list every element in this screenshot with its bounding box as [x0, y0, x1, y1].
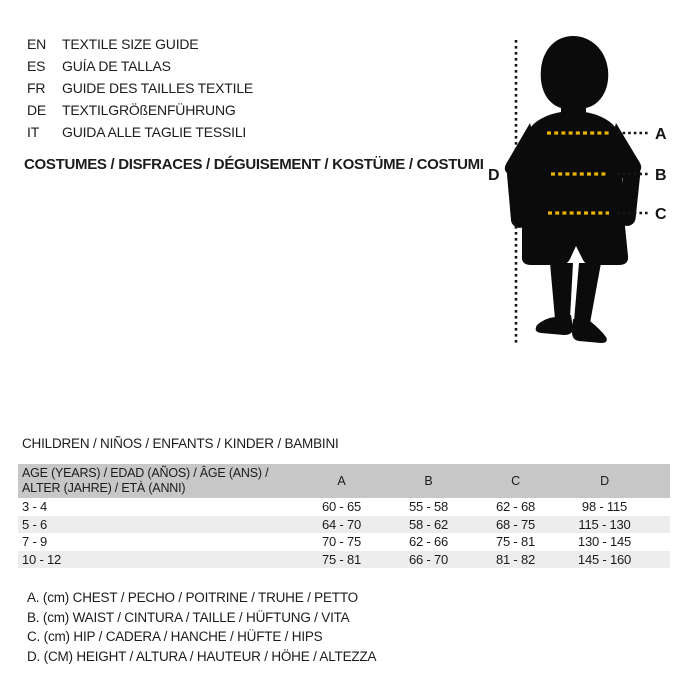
language-label: TEXTILGRÖßENFÜHRUNG	[62, 102, 236, 118]
language-row-it	[27, 121, 253, 143]
language-row-es	[27, 55, 253, 77]
legend-item-chest: A. (cm) CHEST / PECHO / POITRINE / TRUHE / PETTO	[27, 590, 358, 605]
child-silhouette	[505, 36, 641, 343]
table-row	[18, 551, 670, 569]
size-table-header-row	[18, 464, 670, 498]
section-title-children: CHILDREN / NIÑOS / ENFANTS / KINDER / BAMBINI	[22, 436, 339, 451]
language-code: DE	[27, 102, 47, 118]
language-code: ES	[27, 58, 46, 74]
legend-item-waist: B. (cm) WAIST / CINTURA / TAILLE / HÜFTUNG / VITA	[27, 609, 350, 625]
waist-cell: 66 - 70	[408, 551, 449, 567]
legend-item-hip: C. (cm) HIP / CADERA / HANCHE / HÜFTE / HIPS	[27, 629, 323, 644]
waist-cell: 55 - 58	[408, 499, 449, 515]
legend-item-height: D. (CM) HEIGHT / ALTURA / HAUTEUR / HÖHE / ALTEZZA	[27, 648, 377, 664]
column-header-c: C	[472, 464, 559, 498]
table-row	[18, 516, 670, 534]
silhouette-leg-right	[574, 263, 601, 323]
age-header-line2: ALTER (JAHRE) / ETÀ (ANNI)	[22, 481, 186, 495]
height-cell: 130 - 145	[577, 534, 632, 550]
age-cell: 7 - 9	[22, 534, 48, 550]
silhouette-leg-left	[550, 263, 573, 319]
age-cell: 3 - 4	[22, 499, 48, 515]
table-row	[18, 533, 670, 551]
table-row	[18, 498, 670, 516]
measurement-figure	[460, 20, 700, 360]
column-header-a: A	[298, 464, 385, 498]
silhouette-shorts	[522, 216, 628, 265]
language-code: FR	[27, 80, 46, 96]
chest-cell: 60 - 65	[321, 499, 362, 515]
silhouette-torso	[522, 112, 624, 218]
language-label: TEXTILE SIZE GUIDE	[62, 36, 199, 52]
chest-cell: 64 - 70	[321, 516, 362, 532]
age-cell: 10 - 12	[22, 551, 62, 567]
silhouette-shoe-left	[536, 315, 573, 335]
language-list	[27, 33, 253, 143]
hip-cell: 81 - 82	[495, 551, 536, 567]
child-silhouette-diagram	[460, 20, 700, 360]
language-row-de	[27, 99, 253, 121]
hip-cell: 62 - 68	[495, 499, 536, 515]
silhouette-head	[541, 36, 609, 116]
waist-cell: 62 - 66	[408, 534, 449, 550]
waist-cell: 58 - 62	[408, 516, 449, 532]
label-d: D	[488, 167, 500, 184]
language-label: GUÍA DE TALLAS	[62, 58, 171, 74]
language-code: IT	[27, 124, 40, 140]
age-header-line1: AGE (YEARS) / EDAD (AÑOS) / ÂGE (ANS) /	[22, 466, 269, 480]
hip-cell: 75 - 81	[495, 534, 536, 550]
height-cell: 145 - 160	[577, 551, 632, 567]
language-row-fr	[27, 77, 253, 99]
language-label: GUIDE DES TAILLES TEXTILE	[62, 80, 254, 96]
category-title: COSTUMES / DISFRACES / DÉGUISEMENT / KOSTÜME / COSTUMI	[24, 156, 484, 173]
chest-cell: 70 - 75	[321, 534, 362, 550]
language-label: GUIDA ALLE TAGLIE TESSILI	[62, 124, 247, 140]
age-cell: 5 - 6	[22, 516, 48, 532]
size-table	[18, 464, 670, 568]
silhouette-shoe-right	[572, 319, 607, 343]
language-row-en	[27, 33, 253, 55]
column-header-b: B	[385, 464, 472, 498]
measurement-legend	[27, 588, 376, 666]
label-a: A	[655, 126, 667, 143]
label-c: C	[655, 206, 667, 223]
language-code: EN	[27, 36, 47, 52]
label-b: B	[655, 167, 667, 184]
column-header-d: D	[559, 464, 670, 498]
age-column-header	[18, 464, 298, 498]
hip-cell: 68 - 75	[495, 516, 536, 532]
chest-cell: 75 - 81	[321, 551, 362, 567]
height-cell: 115 - 130	[578, 516, 631, 532]
height-cell: 98 - 115	[581, 499, 628, 515]
